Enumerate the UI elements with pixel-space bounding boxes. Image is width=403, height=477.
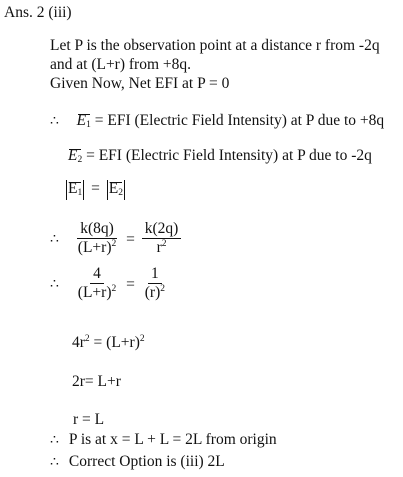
e1-vector: E1 (76, 112, 91, 130)
conclusion-2: ∴ Correct Option is (iii) 2L (50, 453, 225, 470)
fraction-equation-1: ∴ $\frac{k(8q)}{(L+r)^2}$ = $\frac{k(2q)}{r^2}$ (50, 221, 181, 258)
therefore-symbol: ∴ (50, 114, 59, 129)
e1-definition-text: = EFI (Electric Field Intensity) at P due to +8q (90, 112, 385, 129)
intro-line-1: Let P is the observation point at a distance r from -2q (50, 37, 380, 54)
e1-definition (50, 112, 384, 130)
intro-line-3: Given Now, Net EFI at P = 0 (50, 75, 230, 92)
conclusion-1: ∴ P is at x = L + L = 2L from origin (50, 431, 277, 448)
fraction-equation-2: ∴ $\frac{4}{(L+r)^2}$ = $\frac{1}{(r)^2}$ (50, 266, 168, 303)
e2-magnitude: E2 (108, 180, 123, 198)
fraction-left: $\frac{4}{(L+r)^2}$ (77, 265, 117, 301)
fraction-right: $\frac{k(2q)}{r^2}$ (142, 221, 182, 258)
answer-heading: Ans. 2 (iii) (4, 4, 72, 21)
fraction-left: $\frac{k(8q)}{(L+r)^2}$ (77, 220, 117, 256)
fraction-right: $\frac{1}{(r)^2}$ (144, 265, 165, 301)
magnitude-equation: E1 = E2 (68, 180, 123, 198)
linear-equation: 2r= L+r (72, 373, 121, 390)
squared-equation: $4r^2 = (L+r)^2$ (72, 334, 145, 351)
e2-vector: E2 (68, 147, 83, 165)
e2-definition (68, 147, 372, 165)
intro-line-2: and at (L+r) from +8q. (50, 56, 192, 73)
result-equation: r = L (73, 411, 105, 428)
e1-magnitude: E1 (68, 180, 83, 198)
e2-definition-text: = EFI (Electric Field Intensity) at P due to -2q (82, 147, 372, 164)
